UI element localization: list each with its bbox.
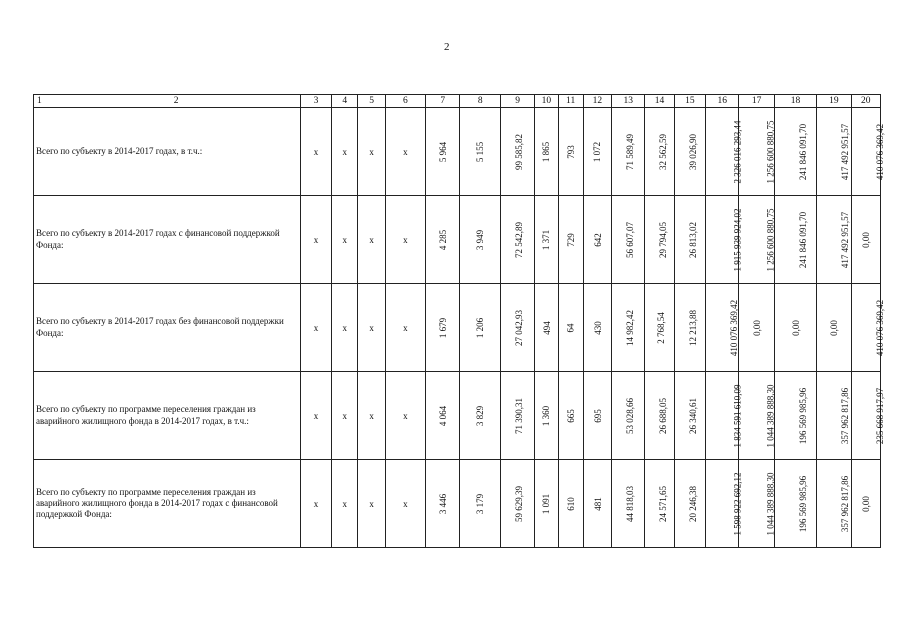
- value-cell: [426, 372, 460, 460]
- table-row: [34, 460, 881, 548]
- value-text: 99 585,82: [513, 133, 524, 170]
- cross-mark-cell: x: [385, 284, 425, 372]
- value-cell: [739, 284, 774, 372]
- column-number-1-2: [34, 95, 301, 108]
- value-cell: [817, 460, 851, 548]
- value-text: 1 598 922 692,12: [732, 472, 743, 535]
- value-text: 29 794,05: [658, 221, 669, 258]
- value-cell: [583, 372, 611, 460]
- cross-mark-cell: x: [385, 372, 425, 460]
- cross-mark-cell: x: [385, 108, 425, 196]
- value-text: 53 028,66: [625, 397, 636, 434]
- value-text: 1 371: [541, 229, 552, 250]
- value-text: 64: [565, 323, 576, 332]
- value-text: 1 044 389 888,30: [765, 472, 776, 535]
- value-text: 481: [592, 496, 603, 511]
- value-cell: [612, 284, 645, 372]
- value-cell: [851, 372, 885, 460]
- value-text: 793: [565, 144, 576, 159]
- value-text: 1 072: [592, 141, 603, 162]
- value-text: 357 962 817,86: [840, 387, 851, 444]
- value-text: 410 076 369,42: [874, 123, 885, 180]
- column-number: 7: [426, 95, 460, 108]
- column-number: 17: [739, 95, 774, 108]
- value-cell: [558, 108, 583, 196]
- cross-mark-cell: x: [332, 372, 358, 460]
- value-cell: [612, 460, 645, 548]
- value-text: 0,00: [790, 319, 801, 336]
- value-text: 26 688,05: [658, 397, 669, 434]
- cross-mark-cell: x: [300, 372, 331, 460]
- column-number: 5: [358, 95, 385, 108]
- cross-mark-cell: x: [358, 108, 385, 196]
- value-cell: [612, 108, 645, 196]
- value-text: 0,00: [860, 231, 871, 248]
- value-text: 4 285: [437, 229, 448, 250]
- column-number: 1: [37, 96, 42, 106]
- value-text: 235 668 917,97: [874, 387, 885, 444]
- value-text: 4 064: [437, 405, 448, 426]
- value-cell: [583, 284, 611, 372]
- value-text: 3 949: [475, 229, 486, 250]
- cross-mark-cell: x: [332, 284, 358, 372]
- cross-mark-cell: x: [300, 196, 331, 284]
- value-cell: [500, 460, 534, 548]
- value-text: 1 256 600 880,75: [765, 120, 776, 183]
- column-number: 4: [332, 95, 358, 108]
- cross-mark-cell: x: [385, 196, 425, 284]
- value-cell: [460, 372, 500, 460]
- value-cell: [774, 108, 816, 196]
- value-cell: [535, 460, 558, 548]
- page-number: 2: [444, 41, 450, 53]
- value-text: 12 213,88: [687, 309, 698, 346]
- column-number: 14: [645, 95, 674, 108]
- value-cell: [460, 284, 500, 372]
- value-text: 410 076 369,42: [729, 299, 740, 356]
- cross-mark-cell: x: [385, 460, 425, 548]
- value-cell: [739, 460, 774, 548]
- value-text: 695: [592, 408, 603, 423]
- value-cell: [817, 196, 851, 284]
- column-number: 18: [774, 95, 816, 108]
- value-text: 610: [565, 496, 576, 511]
- value-text: 196 569 985,96: [797, 387, 808, 444]
- value-text: 0,00: [860, 495, 871, 512]
- value-text: 2 768,54: [656, 311, 667, 344]
- value-cell: [706, 108, 743, 196]
- value-cell: [558, 460, 583, 548]
- value-cell: [851, 196, 880, 284]
- cross-mark-cell: x: [300, 460, 331, 548]
- value-cell: [535, 372, 558, 460]
- value-cell: [426, 108, 460, 196]
- value-text: 1 834 591 610,09: [732, 384, 743, 447]
- value-text: 20 246,38: [687, 485, 698, 522]
- value-text: 642: [592, 232, 603, 247]
- value-cell: [774, 196, 816, 284]
- column-number: 20: [851, 95, 880, 108]
- cross-mark-cell: x: [358, 284, 385, 372]
- value-cell: [674, 460, 705, 548]
- cross-mark-cell: x: [358, 460, 385, 548]
- value-text: 196 569 985,96: [797, 475, 808, 532]
- value-cell: [612, 196, 645, 284]
- column-number: 3: [300, 95, 331, 108]
- value-text: 1 360: [541, 405, 552, 426]
- column-number: 10: [535, 95, 558, 108]
- value-cell: [706, 460, 743, 548]
- value-cell: [583, 196, 611, 284]
- value-text: 1 865: [541, 141, 552, 162]
- value-cell: [851, 108, 885, 196]
- value-cell: [774, 460, 816, 548]
- value-cell: [774, 284, 816, 372]
- value-text: 71 390,31: [513, 397, 524, 434]
- column-number: 15: [674, 95, 705, 108]
- value-cell: [851, 284, 885, 372]
- cross-mark-cell: x: [332, 460, 358, 548]
- value-cell: [500, 372, 534, 460]
- value-cell: [706, 284, 739, 372]
- value-cell: [739, 108, 774, 196]
- header-row: [34, 95, 881, 108]
- value-cell: [460, 196, 500, 284]
- value-text: 241 846 091,70: [797, 123, 808, 180]
- value-text: 32 562,59: [658, 133, 669, 170]
- column-number: 19: [817, 95, 851, 108]
- value-cell: [645, 196, 674, 284]
- column-number: 8: [460, 95, 500, 108]
- value-cell: [674, 284, 705, 372]
- value-cell: [460, 460, 500, 548]
- row-label: Всего по субъекту в 2014-2017 годах без финансовой поддержки Фонда:: [34, 284, 301, 372]
- value-cell: [558, 372, 583, 460]
- value-text: 26 340,61: [687, 397, 698, 434]
- cross-mark-cell: x: [358, 196, 385, 284]
- value-cell: [460, 108, 500, 196]
- value-text: 665: [565, 408, 576, 423]
- value-text: 1 206: [475, 317, 486, 338]
- row-label: Всего по субъекту в 2014-2017 годах, в т.ч.:: [34, 108, 301, 196]
- cross-mark-cell: x: [358, 372, 385, 460]
- value-text: 71 589,49: [625, 133, 636, 170]
- value-text: 1 256 600 880,75: [765, 208, 776, 271]
- value-text: 0,00: [828, 319, 839, 336]
- cross-mark-cell: x: [332, 196, 358, 284]
- value-text: 44 818,03: [625, 485, 636, 522]
- value-text: 5 964: [437, 141, 448, 162]
- value-text: 357 962 817,86: [840, 475, 851, 532]
- value-cell: [583, 460, 611, 548]
- value-cell: [817, 372, 851, 460]
- value-text: 27 042,93: [513, 309, 524, 346]
- table-row: [34, 284, 881, 372]
- column-number: 9: [500, 95, 534, 108]
- value-cell: [535, 108, 558, 196]
- value-text: 494: [541, 320, 552, 335]
- value-text: 1 915 939 924,02: [732, 208, 743, 271]
- value-text: 3 179: [475, 493, 486, 514]
- cross-mark-cell: x: [332, 108, 358, 196]
- value-text: 410 076 369,42: [874, 299, 885, 356]
- value-cell: [817, 284, 851, 372]
- value-cell: [774, 372, 816, 460]
- value-text: 14 982,42: [625, 309, 636, 346]
- value-cell: [674, 108, 705, 196]
- value-text: 1 044 389 888,30: [765, 384, 776, 447]
- value-text: 729: [565, 232, 576, 247]
- value-cell: [645, 284, 674, 372]
- value-text: 417 492 951,57: [840, 211, 851, 268]
- value-text: 3 446: [437, 493, 448, 514]
- value-cell: [645, 460, 674, 548]
- value-text: 3 829: [475, 405, 486, 426]
- column-number: 13: [612, 95, 645, 108]
- column-number: 2: [173, 96, 179, 106]
- data-table: [33, 94, 885, 548]
- value-text: 72 542,89: [513, 221, 524, 258]
- value-text: 1 091: [541, 493, 552, 514]
- value-text: 39 026,90: [687, 133, 698, 170]
- column-number: 6: [385, 95, 425, 108]
- value-cell: [706, 196, 743, 284]
- column-number: 11: [558, 95, 583, 108]
- value-text: 5 155: [475, 141, 486, 162]
- value-cell: [612, 372, 645, 460]
- value-cell: [851, 460, 880, 548]
- cross-mark-cell: x: [300, 284, 331, 372]
- value-text: 56 607,07: [625, 221, 636, 258]
- row-label: Всего по субъекту в 2014-2017 годах с финансовой поддержкой Фонда:: [34, 196, 301, 284]
- value-cell: [706, 372, 743, 460]
- value-cell: [500, 196, 534, 284]
- value-cell: [426, 284, 460, 372]
- row-label: Всего по субъекту по программе переселения граждан из аварийного жилищного фонда в 2014-2017 годах с финансовой поддержкой Фонда:: [34, 460, 301, 548]
- value-text: 0,00: [751, 319, 762, 336]
- value-cell: [645, 372, 674, 460]
- value-cell: [645, 108, 674, 196]
- value-text: 2 326 016 293,44: [732, 120, 743, 183]
- table-row: [34, 196, 881, 284]
- value-text: 241 846 091,70: [797, 211, 808, 268]
- value-text: 1 679: [437, 317, 448, 338]
- value-cell: [558, 196, 583, 284]
- value-cell: [535, 284, 558, 372]
- value-text: 26 813,02: [687, 221, 698, 258]
- value-cell: [583, 108, 611, 196]
- value-cell: [674, 372, 705, 460]
- value-cell: [535, 196, 558, 284]
- table-row: [34, 108, 881, 196]
- cross-mark-cell: x: [300, 108, 331, 196]
- table-row: [34, 372, 881, 460]
- value-cell: [426, 460, 460, 548]
- value-cell: [739, 372, 774, 460]
- column-number: 16: [706, 95, 739, 108]
- value-cell: [674, 196, 705, 284]
- column-number: 12: [583, 95, 611, 108]
- value-cell: [817, 108, 851, 196]
- value-text: 59 629,39: [513, 485, 524, 522]
- value-cell: [739, 196, 774, 284]
- value-cell: [558, 284, 583, 372]
- value-text: 24 571,65: [658, 485, 669, 522]
- value-cell: [500, 284, 534, 372]
- value-cell: [500, 108, 534, 196]
- value-text: 430: [592, 320, 603, 335]
- value-text: 417 492 951,57: [840, 123, 851, 180]
- row-label: Всего по субъекту по программе переселения граждан из аварийного жилищного фонда в 2014-2017 годах, в т.ч.:: [34, 372, 301, 460]
- value-cell: [426, 196, 460, 284]
